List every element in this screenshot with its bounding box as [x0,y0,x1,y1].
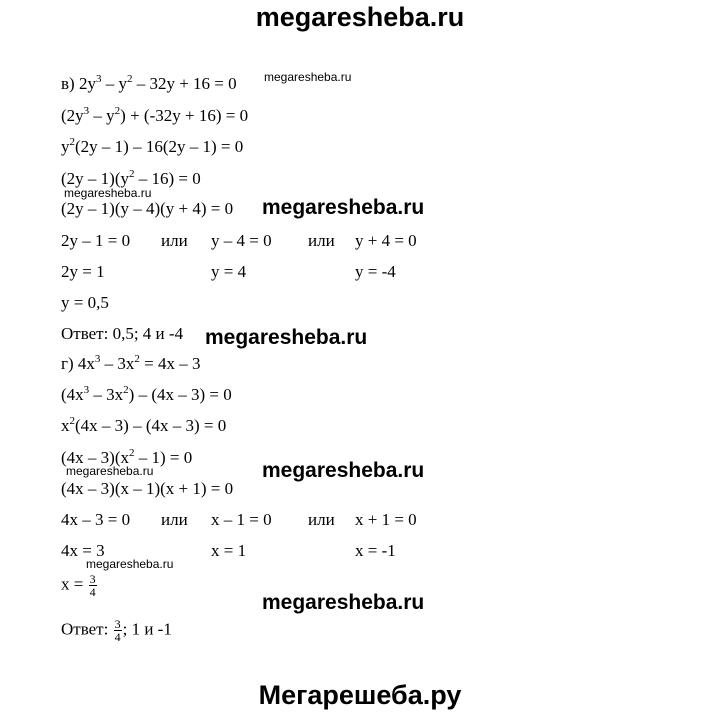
equation-v-row2: 2y = 1 y = 4 y = -4 [61,262,396,281]
equation-v-line2: $(2y^3 - y^2) + (-32y + 16) = 0$ [61,105,249,125]
equation-g-row2: 4x = 3 x = 1 x = -1 [61,541,396,560]
answer-g: Ответ: $\frac{3}{4}$ ; 1 и -1 [61,617,172,644]
inline-watermark: megaresheba.ru [262,459,425,482]
equation-g-line2: $(4x^3 - 3x^2) - (4x - 3) = 0$ [61,384,232,404]
equation-g-row1: 4x – 3 = 0 или x – 1 = 0 или x + 1 = 0 [61,510,417,529]
answer-v: Ответ: 0,5; 4 и -4 [61,324,184,343]
header-watermark: megaresheba.ru [255,2,465,32]
inline-watermark: megaresheba.ru [264,70,352,84]
equation-g-line3: $x^2(4x - 3) - (4x - 3) = 0$ [61,415,227,435]
fraction: $\frac{3}{4}$ [89,572,96,599]
equation-g-line5: (4x – 3)(x – 1)(x + 1) = 0 [61,479,234,498]
equation-v-row3: y = 0,5 [61,293,109,312]
equation-g-line1: г) $4x^3 - 3x^2 = 4x - 3$ [61,353,201,373]
equation-g-row3: x = $\frac{3}{4}$ [61,572,96,599]
equation-v-line5: (2y – 1)(y – 4)(y + 4) = 0 [61,199,234,218]
equation-g-line4: $(4x - 3)(x^2 - 1) = 0$ [61,447,193,467]
inline-watermark: megaresheba.ru [66,464,154,478]
inline-watermark: megaresheba.ru [262,591,425,614]
inline-watermark: megaresheba.ru [262,196,425,219]
inline-watermark: megaresheba.ru [64,186,152,200]
fraction: $\frac{3}{4}$ [114,617,121,644]
inline-watermark: megaresheba.ru [86,557,174,571]
equation-v-row1: 2y – 1 = 0 или y – 4 = 0 или y + 4 = 0 [61,231,417,250]
equation-v-line1: в) $2y^3 - y^2 - 32y + 16 = 0$ [61,73,237,93]
footer-watermark: Мегарешеба.ру [258,680,462,710]
inline-watermark: megaresheba.ru [205,326,368,349]
equation-v-line3: $y^2(2y - 1) - 16(2y - 1) = 0$ [61,136,244,156]
equation-v-line4: $(2y - 1)(y^2 - 16) = 0$ [61,168,201,188]
